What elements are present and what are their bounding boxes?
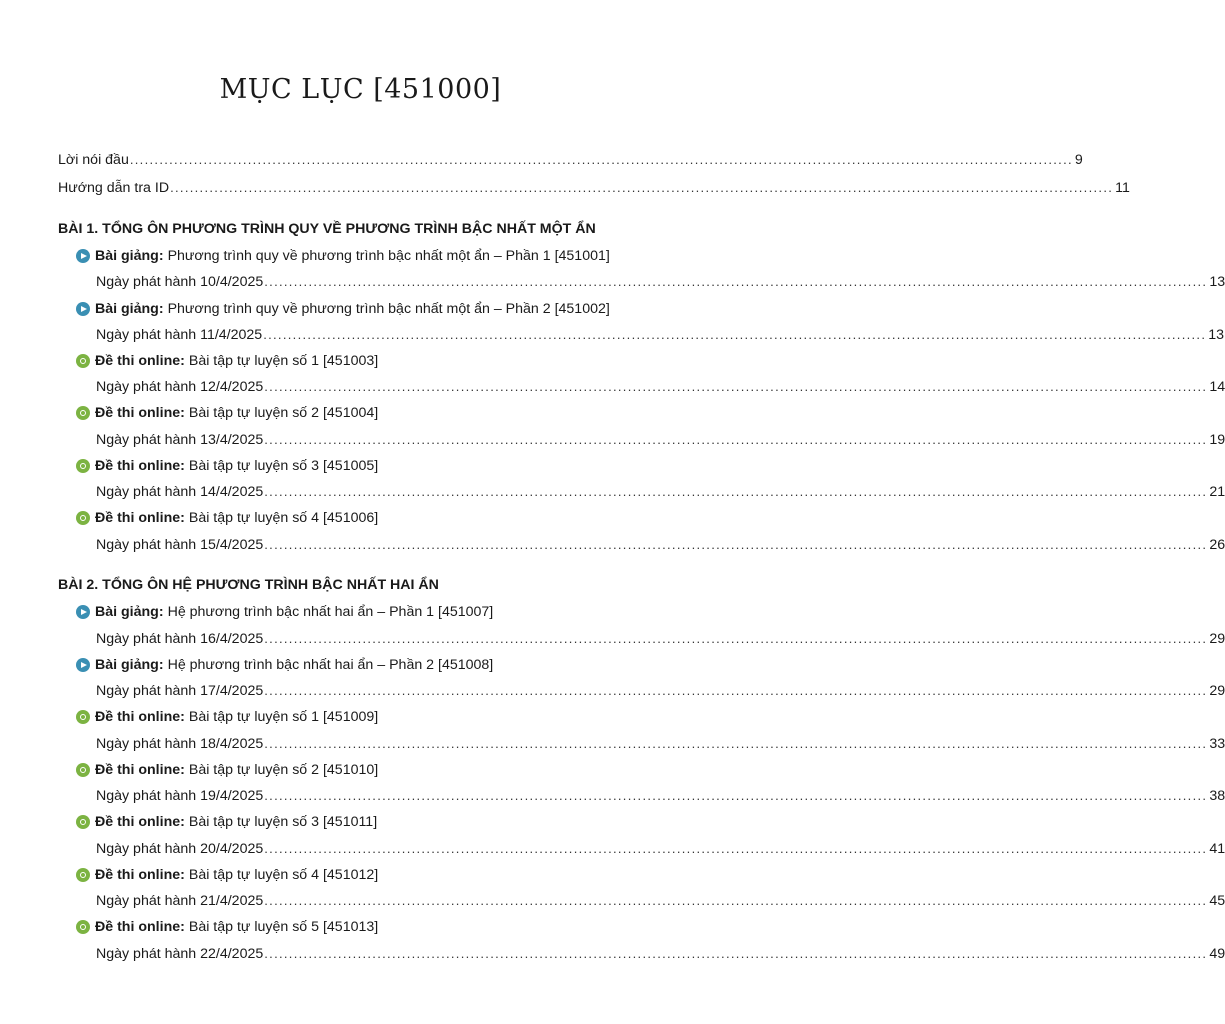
- item-title: Bài tập tự luyện số 1 [451009]: [188, 709, 379, 725]
- item-type-label: Đề thi online:: [95, 353, 185, 369]
- toc-item[interactable]: [76, 916, 656, 938]
- item-title: Bài tập tự luyện số 3 [451005]: [188, 458, 379, 474]
- dot-leader: ................................................................................................................................................................................................: [264, 683, 1208, 698]
- toc-item-date-line[interactable]: [96, 890, 1225, 912]
- toc-item-date-line[interactable]: [96, 376, 1225, 398]
- toc-item[interactable]: [76, 706, 656, 728]
- exam-icon: [76, 459, 90, 473]
- item-type-label: Bài giảng:: [95, 248, 164, 264]
- item-type-label: Bài giảng:: [95, 657, 164, 673]
- exam-icon: [76, 354, 90, 368]
- item-type-label: Đề thi online:: [95, 709, 185, 725]
- dot-leader: ................................................................................................................................................................................................: [264, 537, 1208, 552]
- toc-item-date-line[interactable]: [96, 785, 1225, 807]
- dot-leader: ................................................................................................................................................................................................: [264, 946, 1208, 961]
- toc-item-date-line[interactable]: [96, 324, 1225, 346]
- toc-front-id-guide[interactable]: [58, 177, 1130, 199]
- item-title: Hệ phương trình bậc nhất hai ẩn – Phần 1 [451007]: [167, 604, 494, 620]
- toc-item-date-line[interactable]: [96, 481, 1225, 503]
- item-title: Phương trình quy về phương trình bậc nhất một ẩn – Phần 2 [451002]: [167, 301, 610, 317]
- page-number: 29: [1209, 631, 1225, 647]
- page-number: 41: [1209, 841, 1225, 857]
- toc-entry-text: Lời nói đầu: [58, 152, 129, 168]
- toc-item[interactable]: [76, 245, 656, 267]
- release-date: Ngày phát hành 21/4/2025: [96, 893, 264, 909]
- play-icon: [76, 658, 90, 672]
- item-title: Bài tập tự luyện số 4 [451006]: [188, 510, 379, 526]
- section-heading-1: BÀI 1. TỔNG ÔN PHƯƠNG TRÌNH QUY VỀ PHƯƠNG TRÌNH BẬC NHẤT MỘT ẨN: [58, 221, 596, 237]
- release-date: Ngày phát hành 10/4/2025: [96, 274, 264, 290]
- toc-item-date-line[interactable]: [96, 838, 1225, 860]
- page-number: 29: [1209, 683, 1225, 699]
- page-number: 13: [1208, 327, 1225, 343]
- item-type-label: Đề thi online:: [95, 458, 185, 474]
- item-type-label: Bài giảng:: [95, 301, 164, 317]
- toc-entry-text: Hướng dẫn tra ID: [58, 180, 170, 196]
- toc-item[interactable]: [76, 507, 656, 529]
- dot-leader: ................................................................................................................................................................................................: [264, 841, 1208, 856]
- dot-leader: ................................................................................................................................................................................................: [264, 893, 1208, 908]
- release-date: Ngày phát hành 19/4/2025: [96, 788, 264, 804]
- item-title: Bài tập tự luyện số 1 [451003]: [188, 353, 379, 369]
- item-type-label: Đề thi online:: [95, 814, 185, 830]
- release-date: Ngày phát hành 15/4/2025: [96, 537, 264, 553]
- page-number: 19: [1209, 432, 1225, 448]
- play-icon: [76, 249, 90, 263]
- page-number: 13: [1209, 274, 1225, 290]
- toc-item[interactable]: [76, 654, 656, 676]
- item-type-label: Đề thi online:: [95, 919, 185, 935]
- toc-item-date-line[interactable]: [96, 733, 1225, 755]
- page-number: 49: [1209, 946, 1225, 962]
- dot-leader: ................................................................................................................................................................................................: [263, 327, 1207, 342]
- exam-icon: [76, 763, 90, 777]
- page-number: 14: [1209, 379, 1225, 395]
- toc-front-preface[interactable]: [58, 149, 1083, 171]
- item-type-label: Đề thi online:: [95, 762, 185, 778]
- release-date: Ngày phát hành 13/4/2025: [96, 432, 264, 448]
- dot-leader: ................................................................................................................................................................................................: [264, 274, 1208, 289]
- dot-leader: ................................................................................................................................................................................................: [264, 788, 1208, 803]
- item-title: Bài tập tự luyện số 3 [451011]: [188, 814, 378, 830]
- toc-item-date-line[interactable]: [96, 271, 1225, 293]
- toc-item[interactable]: [76, 864, 656, 886]
- dot-leader: ................................................................................................................................................................................................: [264, 484, 1208, 499]
- page-number: 26: [1209, 537, 1225, 553]
- dot-leader: ................................................................................................................................................................................................: [170, 180, 1114, 195]
- item-title: Bài tập tự luyện số 5 [451013]: [188, 919, 379, 935]
- toc-item[interactable]: [76, 455, 656, 477]
- exam-icon: [76, 815, 90, 829]
- exam-icon: [76, 868, 90, 882]
- toc-item[interactable]: [76, 759, 656, 781]
- dot-leader: ................................................................................................................................................................................................: [264, 379, 1208, 394]
- page-number: 33: [1209, 736, 1225, 752]
- section-heading-2: BÀI 2. TỔNG ÔN HỆ PHƯƠNG TRÌNH BẬC NHẤT HAI ẨN: [58, 577, 439, 593]
- toc-item-date-line[interactable]: [96, 534, 1225, 556]
- exam-icon: [76, 406, 90, 420]
- release-date: Ngày phát hành 16/4/2025: [96, 631, 264, 647]
- exam-icon: [76, 920, 90, 934]
- release-date: Ngày phát hành 22/4/2025: [96, 946, 264, 962]
- toc-item-date-line[interactable]: [96, 680, 1225, 702]
- page-number: 21: [1209, 484, 1225, 500]
- release-date: Ngày phát hành 11/4/2025: [96, 327, 263, 343]
- release-date: Ngày phát hành 17/4/2025: [96, 683, 264, 699]
- play-icon: [76, 302, 90, 316]
- release-date: Ngày phát hành 20/4/2025: [96, 841, 264, 857]
- item-type-label: Đề thi online:: [95, 510, 185, 526]
- toc-item-date-line[interactable]: [96, 429, 1225, 451]
- toc-item[interactable]: [76, 811, 656, 833]
- exam-icon: [76, 710, 90, 724]
- item-type-label: Đề thi online:: [95, 405, 185, 421]
- toc-item-date-line[interactable]: [96, 628, 1225, 650]
- item-title: Phương trình quy về phương trình bậc nhất một ẩn – Phần 1 [451001]: [167, 248, 610, 264]
- release-date: Ngày phát hành 14/4/2025: [96, 484, 264, 500]
- toc-item[interactable]: [76, 350, 656, 372]
- page-number: 38: [1209, 788, 1225, 804]
- toc-item[interactable]: [76, 601, 656, 623]
- toc-item[interactable]: [76, 298, 656, 320]
- item-title: Bài tập tự luyện số 4 [451012]: [188, 867, 379, 883]
- exam-icon: [76, 511, 90, 525]
- page-number: 45: [1209, 893, 1225, 909]
- dot-leader: ................................................................................................................................................................................................: [129, 152, 1073, 167]
- item-title: Bài tập tự luyện số 2 [451010]: [188, 762, 379, 778]
- dot-leader: ................................................................................................................................................................................................: [264, 631, 1208, 646]
- toc-item[interactable]: [76, 402, 656, 424]
- page-title: MỤC LỤC [451000]: [219, 74, 502, 105]
- toc-item-date-line[interactable]: [96, 943, 1225, 965]
- item-title: Bài tập tự luyện số 2 [451004]: [188, 405, 379, 421]
- page-number: 11: [1115, 180, 1130, 196]
- dot-leader: ................................................................................................................................................................................................: [264, 432, 1208, 447]
- release-date: Ngày phát hành 18/4/2025: [96, 736, 264, 752]
- play-icon: [76, 605, 90, 619]
- page-number: 9: [1074, 152, 1083, 168]
- dot-leader: ................................................................................................................................................................................................: [264, 736, 1208, 751]
- release-date: Ngày phát hành 12/4/2025: [96, 379, 264, 395]
- item-title: Hệ phương trình bậc nhất hai ẩn – Phần 2 [451008]: [167, 657, 494, 673]
- item-type-label: Đề thi online:: [95, 867, 185, 883]
- item-type-label: Bài giảng:: [95, 604, 164, 620]
